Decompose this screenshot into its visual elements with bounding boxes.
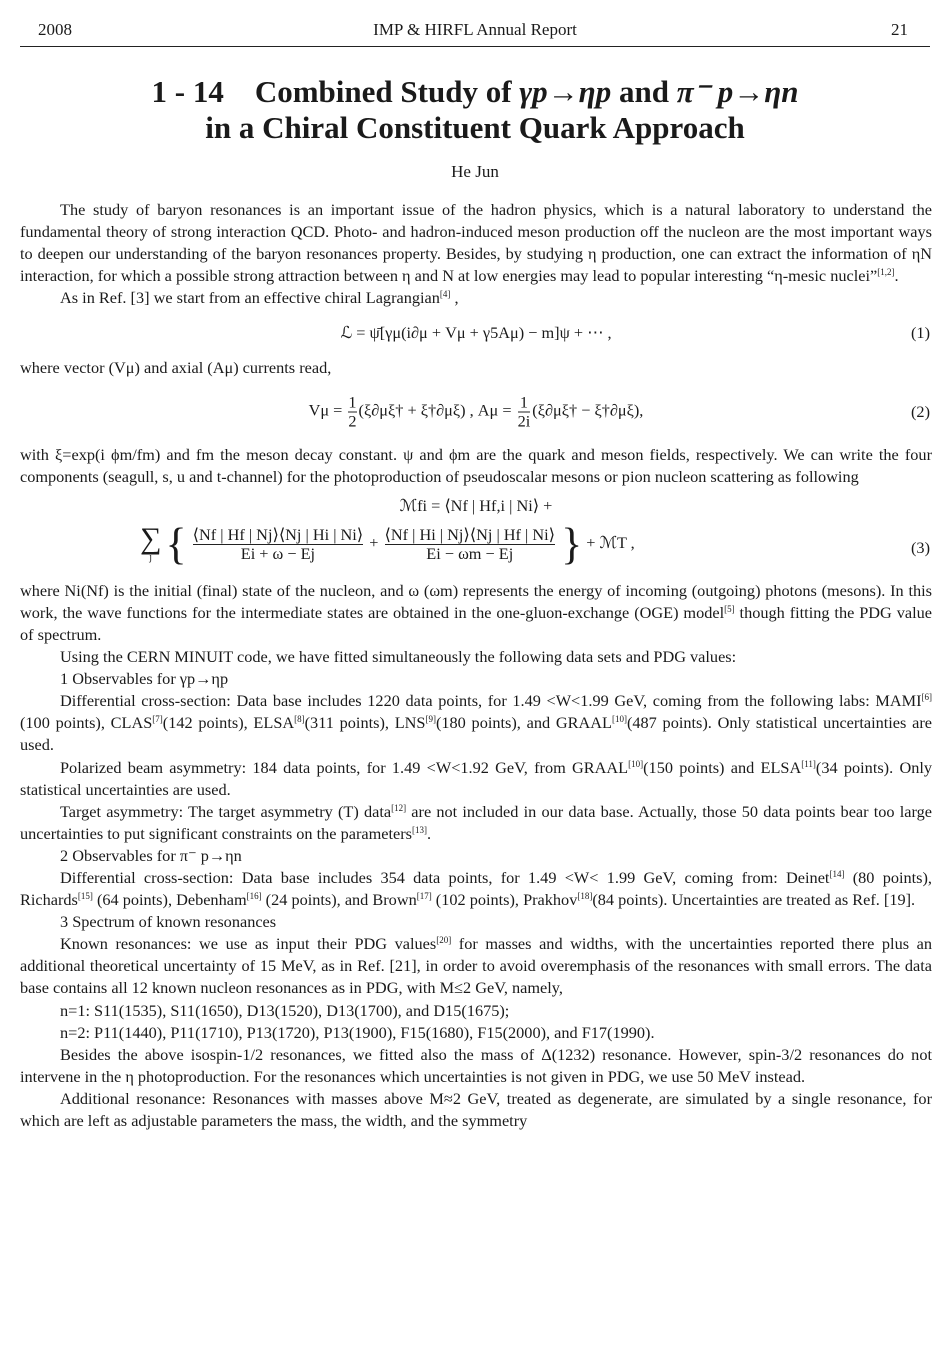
paper-title: [20, 74, 930, 146]
paragraph-minuit: Using the CERN MINUIT code, we have fitted simultaneously the following data sets and PDG values:: [60, 647, 737, 667]
equation-3: ℳfi = ⟨Nf | Hf,i | Ni⟩ + ∑ j { $\frac{⟨Nf | Hf | Nj⟩⟨Nj | Hi | Ni⟩}{Ei + \omega - Ej}$ + $\frac{⟨Nf | Hi | Nj⟩⟨Nj | Hf | Ni⟩}{Ei - \omega m - Ej}$ } + ℳT , (3): [140, 495, 930, 569]
paragraph-beam-asymmetry: Polarized beam asymmetry: 184 data points, for 1.49 <W<1.92 GeV, from GRAAL[10](150 points) and ELSA[11](34 points). Only statistical uncertainties are used.: [20, 757, 933, 799]
header-year: 2008: [38, 20, 72, 39]
title-line-2: in a Chiral Constituent Quark Approach: [205, 110, 745, 145]
running-header: [20, 12, 930, 47]
reaction-2: π⁻ p→ηn: [676, 74, 799, 109]
paragraph-intro: The study of baryon resonances is an important issue of the hadron physics, which is a natural laboratory to understand the fundamental theory of strong interaction QCD. Photo- and hadron-induced meson production off the nucleon are the most important ways to deepen our understanding of the baryon resonances property. Besides, by studying η production, one can extract the information of ηN interaction, for which a possible strong attraction between η and N at low energies may lead to popular interesting “η-mesic nuclei”[1,2].: [20, 200, 932, 286]
paragraph-states: where Ni(Nf) is the initial (final) state of the nucleon, and ω (ωm) represents the energy of incoming (outgoing) photons (mesons). In this work, the wave functions for the intermediate states are obtained in the one-gluon-exchange (OGE) model[5] though fitting the PDG value of spectrum.: [20, 580, 932, 644]
equation-number: (2): [911, 401, 930, 421]
subsection-3: 3 Spectrum of known resonances: [60, 912, 277, 932]
paragraph-isospin: Besides the above isospin-1/2 resonances, we fitted also the mass of Δ(1232) resonance. However, spin-3/2 resonances do not intervene in the η photoproduction. For the resonances which uncertainties is not given in PDG, we use 50 MeV instead.: [20, 1044, 932, 1086]
equation-number: (1): [911, 323, 930, 343]
reaction-1: γp→ηp: [519, 74, 612, 109]
author: He Jun: [451, 162, 499, 181]
subsection-2: 2 Observables for π⁻ p→ηn: [60, 845, 242, 865]
citation: [4]: [439, 289, 451, 300]
header-page-number: 21: [891, 20, 908, 39]
equation-2: Vμ = $\frac{1}{2}$ (ξ∂μξ† + ξ†∂μξ) , Aμ = $\frac{1}{2i}$ (ξ∂μξ† − ξ†∂μξ), (2): [308, 392, 930, 431]
paragraph-target-asymmetry: Target asymmetry: The target asymmetry (T) data[12] are not included in our data base. Actually, those 50 data points bear too large uncertainties to put significant constraints on the parameters[13].: [20, 801, 932, 843]
citation: [5]: [724, 603, 735, 614]
subsection-1: 1 Observables for γp→ηp: [60, 669, 229, 689]
section-number: 1 - 14: [151, 74, 224, 109]
paragraph-additional-resonance: Additional resonance: Resonances with masses above M≈2 GeV, treated as degenerate, are simulated by a single resonance, for which are left as adjustable parameters the mass, the width, and the symmetry: [20, 1088, 932, 1130]
resonance-list-n2: n=2: P11(1440), P11(1710), P13(1720), P13(1900), F15(1680), F15(2000), and F17(1990).: [60, 1022, 655, 1042]
equation-1: ℒ = ψ̄[γμ(i∂μ + Vμ + γ5Aμ) − m]ψ + ⋯ , (1): [20, 309, 932, 357]
article-body: [20, 199, 932, 1132]
citation: [1,2]: [877, 267, 895, 278]
paragraph-fields: with ξ=exp(i ϕm/fm) and fm the meson decay constant. ψ and ϕm are the quark and meson fields, respectively. We can write the four components (seagull, s, u and t-channel) for the photoproduction of pseudoscalar mesons or pion nucleon scattering as following: [20, 444, 932, 486]
equation-number: (3): [911, 537, 930, 557]
header-journal: IMP & HIRFL Annual Report: [373, 20, 577, 39]
resonance-list-n1: n=1: S11(1535), S11(1650), D13(1520), D13(1700), and D15(1675);: [60, 1000, 510, 1020]
paragraph-lagrangian: As in Ref. [3] we start from an effective chiral Lagrangian[4] ,: [60, 288, 459, 308]
title-line-1: 1 - 14 Combined Study of γp→ηp and π⁻ p→ηn: [151, 74, 799, 109]
paragraph-diff-cross-section: Differential cross-section: Data base includes 1220 data points, for 1.49 <W<1.99 GeV, coming from the following labs: MAMI[6](100 points), CLAS[7](142 points), ELSA[8](311 points), LNS[9](180 points), and GRAAL[10](487 points). Only statistical uncertainties are used.: [20, 691, 932, 755]
paragraph-known-resonances: Known resonances: we use as input their PDG values[20] for masses and widths, with the uncertainties reported there plus an additional theoretical uncertainty of 15 MeV, as in Ref. [21], in order to avoid overemphasis of the resonances with small errors. The data base contains all 12 known nucleon resonances as in PDG, with M≤2 GeV, namely,: [20, 934, 933, 998]
paragraph-currents: where vector (Vμ) and axial (Aμ) currents read,: [20, 358, 332, 378]
paragraph-pion-cross-section: Differential cross-section: Data base includes 354 data points, for 1.49 <W< 1.99 GeV, coming from: Deinet[14] (80 points), Richards[15] (64 points), Debenham[16] (24 points), and Brown[17] (102 points), Prakhov[18](84 points). Uncertainties are treated as Ref. [19].: [20, 867, 933, 910]
